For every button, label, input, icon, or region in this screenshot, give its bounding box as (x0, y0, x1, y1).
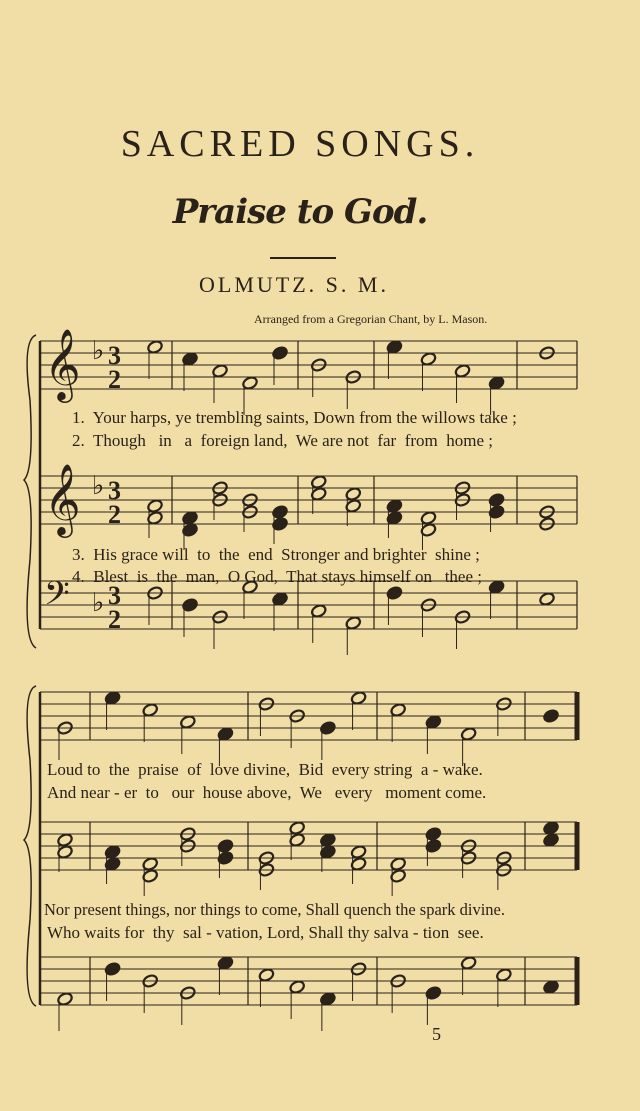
time-signature: 3 (108, 581, 121, 610)
time-signature: 2 (108, 605, 121, 634)
lyric-line-4: 4. Blest is the man, O God, That stays himself on thee ; (72, 567, 483, 586)
note-head (539, 592, 556, 607)
treble-clef-icon: 𝄞 (44, 466, 81, 534)
page-number: 5 (432, 1024, 441, 1044)
system-brace (24, 686, 36, 1006)
flat-icon: ♭ (92, 588, 105, 617)
lyric-line-7: Nor present things, nor things to come, Shall quench the spark divine. (44, 900, 506, 919)
lyric-line-6: And near - er to our house above, We every moment come. (47, 783, 487, 802)
system-brace (24, 335, 36, 648)
flat-icon: ♭ (92, 471, 105, 500)
treble-clef-icon: 𝄞 (44, 331, 81, 399)
time-signature: 3 (108, 341, 121, 370)
note-head (543, 821, 560, 836)
lyric-line-3: 3. His grace will to the end Stronger and brighter shine ; (72, 545, 480, 564)
lyric-line-5: Loud to the praise of love divine, Bid every string a - wake. (47, 760, 483, 779)
lyric-line-2: 2. Though in a foreign land, We are not far from home ; (72, 431, 494, 450)
hymn-heading: Praise to God. (172, 192, 428, 232)
time-signature: 2 (108, 500, 121, 529)
bass-clef-icon: 𝄢 (44, 575, 70, 620)
tune-name: OLMUTZ. S. M. (199, 272, 389, 297)
arranger-credit: Arranged from a Gregorian Chant, by L. Mason. (254, 312, 488, 326)
note-head (543, 833, 560, 848)
note-head (543, 709, 560, 724)
lyric-line-8: Who waits for thy sal - vation, Lord, Shall thy salva - tion see. (47, 923, 484, 942)
page-title: SACRED SONGS. (120, 123, 480, 165)
flat-icon: ♭ (92, 336, 105, 365)
time-signature: 2 (108, 365, 121, 394)
lyric-line-1: 1. Your harps, ye trembling saints, Down from the willows take ; (72, 408, 517, 427)
note-head (543, 980, 560, 995)
time-signature: 3 (108, 476, 121, 505)
